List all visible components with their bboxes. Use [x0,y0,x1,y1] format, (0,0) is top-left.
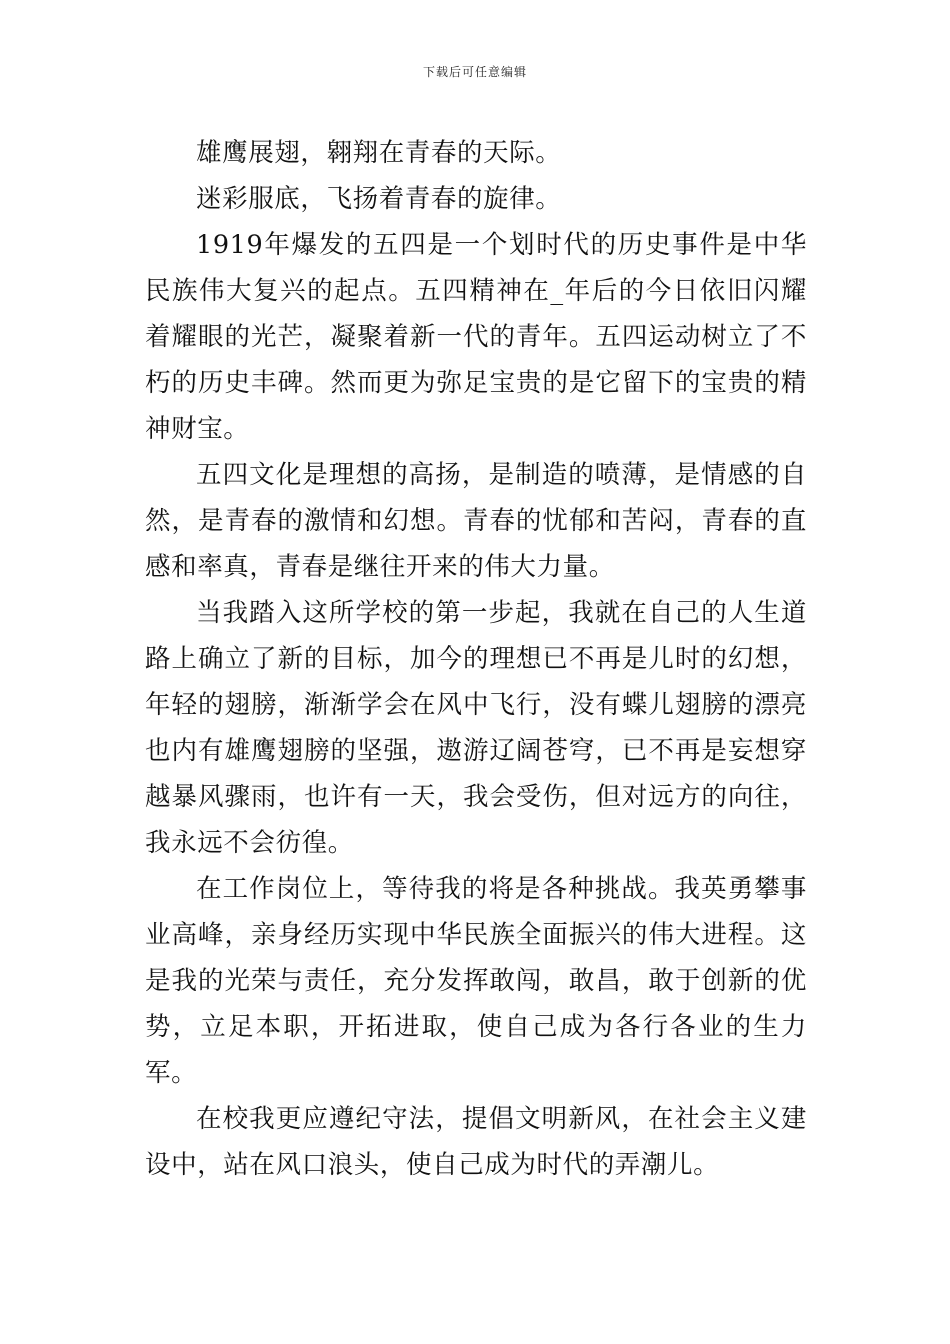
paragraph-4: 五四文化是理想的高扬，是制造的喷薄，是情感的自然，是青春的激情和幻想。青春的忧郁和苦闷，青春的直感和率真，青春是继往开来的伟大力量。 [145,460,807,582]
paragraph-2: 迷彩服底，飞扬着青春的旋律。 [196,184,562,214]
paragraph-5: 当我踏入这所学校的第一步起，我就在自己的人生道路上确立了新的目标，加今的理想已不再是儿时的幻想，年轻的翅膀，渐渐学会在风中飞行，没有蝶儿翅膀的漂亮也内有雄鹰翅膀的坚强，遨游辽阔苍穹，已不再是妄想穿越暴风骤雨，也许有一天，我会受伤，但对远方的向往，我永远不会彷徨。 [145,598,807,858]
paragraph-3: 1919年爆发的五四是一个划时代的历史事件是中华民族伟大复兴的起点。五四精神在_年后的今日依旧闪耀着耀眼的光芒，凝聚着新一代的青年。五四运动树立了不朽的历史丰碑。然而更为弥足宝贵的是它留下的宝贵的精神财宝。 [145,230,807,444]
paragraph-1: 雄鹰展翅，翱翔在青春的天际。 [196,138,562,168]
header-note: 下载后可任意编辑 [422,65,527,79]
paragraph-7: 在校我更应遵纪守法，提倡文明新风，在社会主义建设中，站在风口浪头，使自己成为时代的弄潮儿。 [145,1104,807,1180]
document-body [145,130,807,1188]
paragraph-6: 在工作岗位上，等待我的将是各种挑战。我英勇攀事业高峰，亲身经历实现中华民族全面振兴的伟大进程。这是我的光荣与责任，充分发挥敢闯，敢昌，敢于创新的优势，立足本职，开拓进取，使自己成为各行各业的生力军。 [145,874,807,1088]
